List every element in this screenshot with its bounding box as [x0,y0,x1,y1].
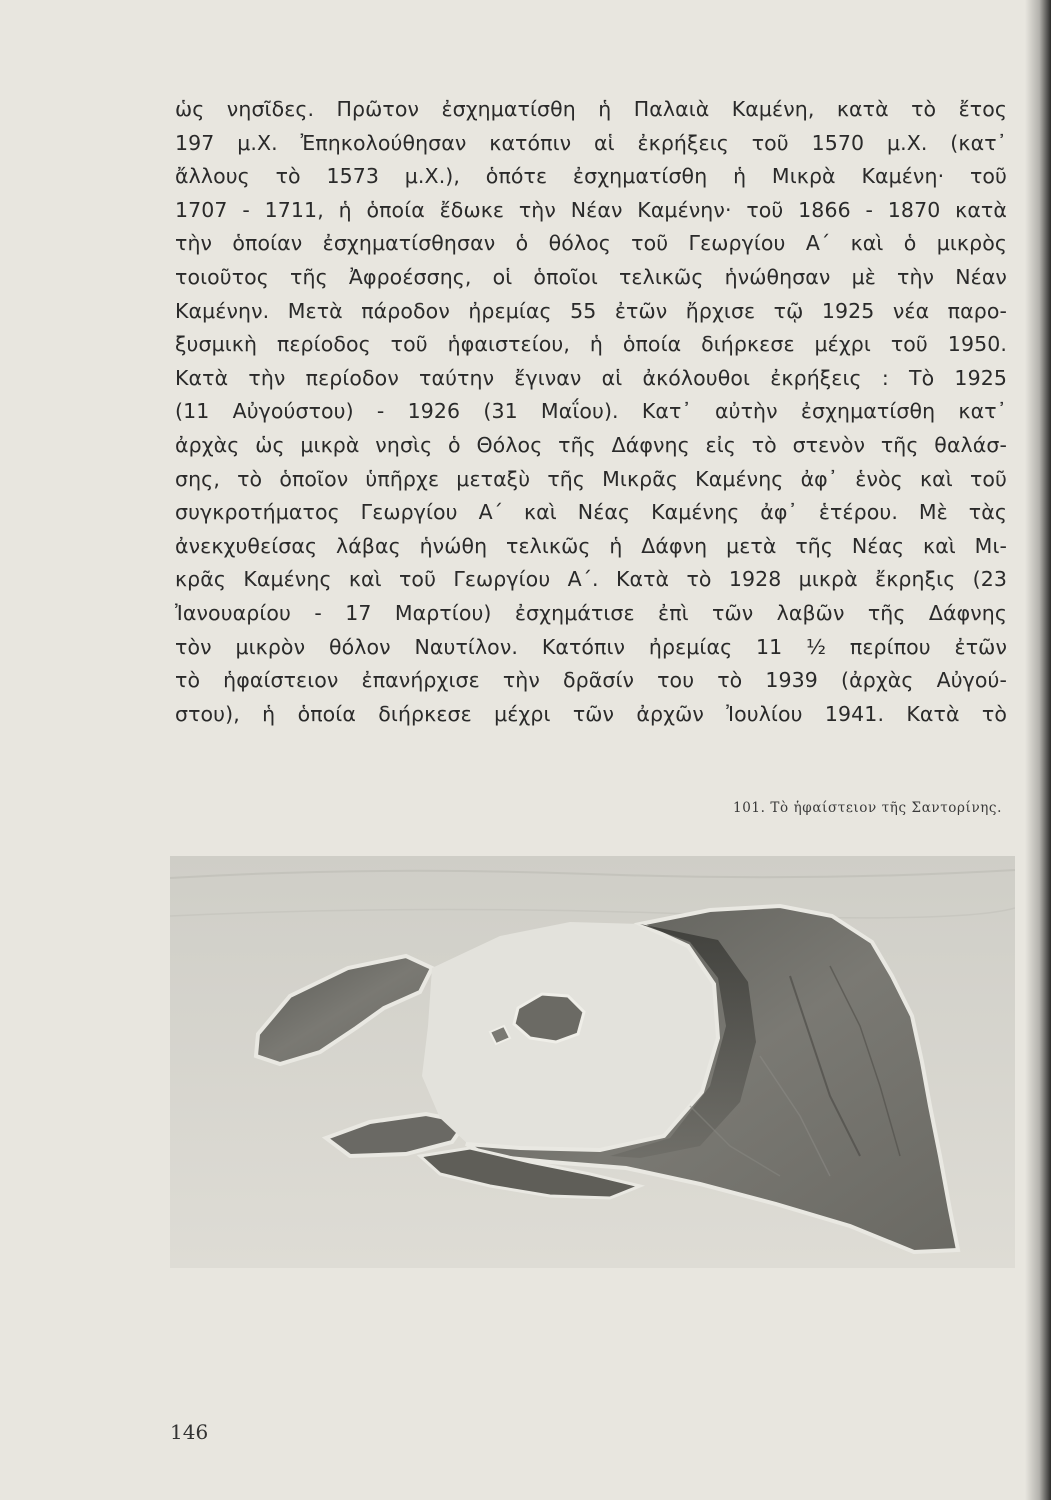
text-line: κρᾶς Καμένης καὶ τοῦ Γεωργίου Α΄. Κατὰ τὸ 1928 μικρὰ ἔκρηξις (23 [175,567,1007,592]
text-line: ξυσμικὴ περίοδος τοῦ ἡφαιστείου, ἡ ὁποία διήρκεσε μέχρι τοῦ 1950. [175,332,1007,357]
island-relief-image [170,856,1015,1268]
body-text [175,93,1007,731]
santorini-relief-photo [170,856,1015,1268]
text-line: τὸ ἡφαίστειον ἐπανήρχισε τὴν δρᾶσίν του τὸ 1939 (ἀρχὰς Αὐγού- [175,668,1007,693]
text-line: ἀνεκχυθείσας λάβας ἡνώθη τελικῶς ἡ Δάφνη μετὰ τῆς Νέας καὶ Μι- [175,533,1007,558]
text-line: τὴν ὁποίαν ἐσχηματίσθησαν ὁ θόλος τοῦ Γεωργίου Α΄ καὶ ὁ μικρὸς [175,231,1007,256]
text-line: ἄλλους τὸ 1573 μ.Χ.), ὁπότε ἐσχηματίσθη ἡ Μικρὰ Καμένη· τοῦ [175,164,1007,189]
figure-caption: 101. Τὸ ἡφαίστειον τῆς Σαντορίνης. [733,800,1002,816]
text-line: Καμένην. Μετὰ πάροδον ἠρεμίας 55 ἐτῶν ἤρχισε τῷ 1925 νέα παρο- [175,298,1007,323]
text-line: Ἰανουαρίου - 17 Μαρτίου) ἐσχημάτισε ἐπὶ τῶν λαβῶν τῆς Δάφνης [175,600,1007,625]
page-number: 146 [170,1420,209,1444]
text-line: 197 μ.Χ. Ἐπηκολούθησαν κατόπιν αἱ ἐκρήξεις τοῦ 1570 μ.Χ. (κατ᾽ [175,130,1007,155]
text-line: συγκροτήματος Γεωργίου Α΄ καὶ Νέας Καμένης ἀφ᾽ ἑτέρου. Μὲ τὰς [175,500,1007,525]
text-line: τοιοῦτος τῆς Ἀφροέσσης, οἱ ὁποῖοι τελικῶς ἡνώθησαν μὲ τὴν Νέαν [175,264,1007,289]
text-line: στου), ἡ ὁποία διήρκεσε μέχρι τῶν ἀρχῶν Ἰουλίου 1941. Κατὰ τὸ [175,701,1007,726]
text-line: 1707 - 1711, ἡ ὁποία ἔδωκε τὴν Νέαν Καμένην· τοῦ 1866 - 1870 κατὰ [175,197,1007,222]
text-line: σης, τὸ ὁποῖον ὑπῆρχε μεταξὺ τῆς Μικρᾶς Καμένης ἀφ᾽ ἑνὸς καὶ τοῦ [175,466,1007,491]
page-edge-shadow [1025,0,1051,1500]
text-line: ὡς νησῖδες. Πρῶτον ἐσχηματίσθη ἡ Παλαιὰ Καμένη, κατὰ τὸ ἔτος [175,97,1007,121]
text-line: ἀρχὰς ὡς μικρὰ νησὶς ὁ Θόλος τῆς Δάφνης εἰς τὸ στενὸν τῆς θαλάσ- [175,432,1007,457]
text-line: τὸν μικρὸν θόλον Ναυτίλον. Κατόπιν ἠρεμίας 11 ½ περίπου ἐτῶν [175,634,1007,659]
text-line: Κατὰ τὴν περίοδον ταύτην ἔγιναν αἱ ἀκόλουθοι ἐκρήξεις : Τὸ 1925 [175,365,1007,390]
text-line: (11 Αὐγούστου) - 1926 (31 Μαΐου). Κατ᾽ αὐτὴν ἐσχηματίσθη κατ᾽ [175,399,1007,424]
